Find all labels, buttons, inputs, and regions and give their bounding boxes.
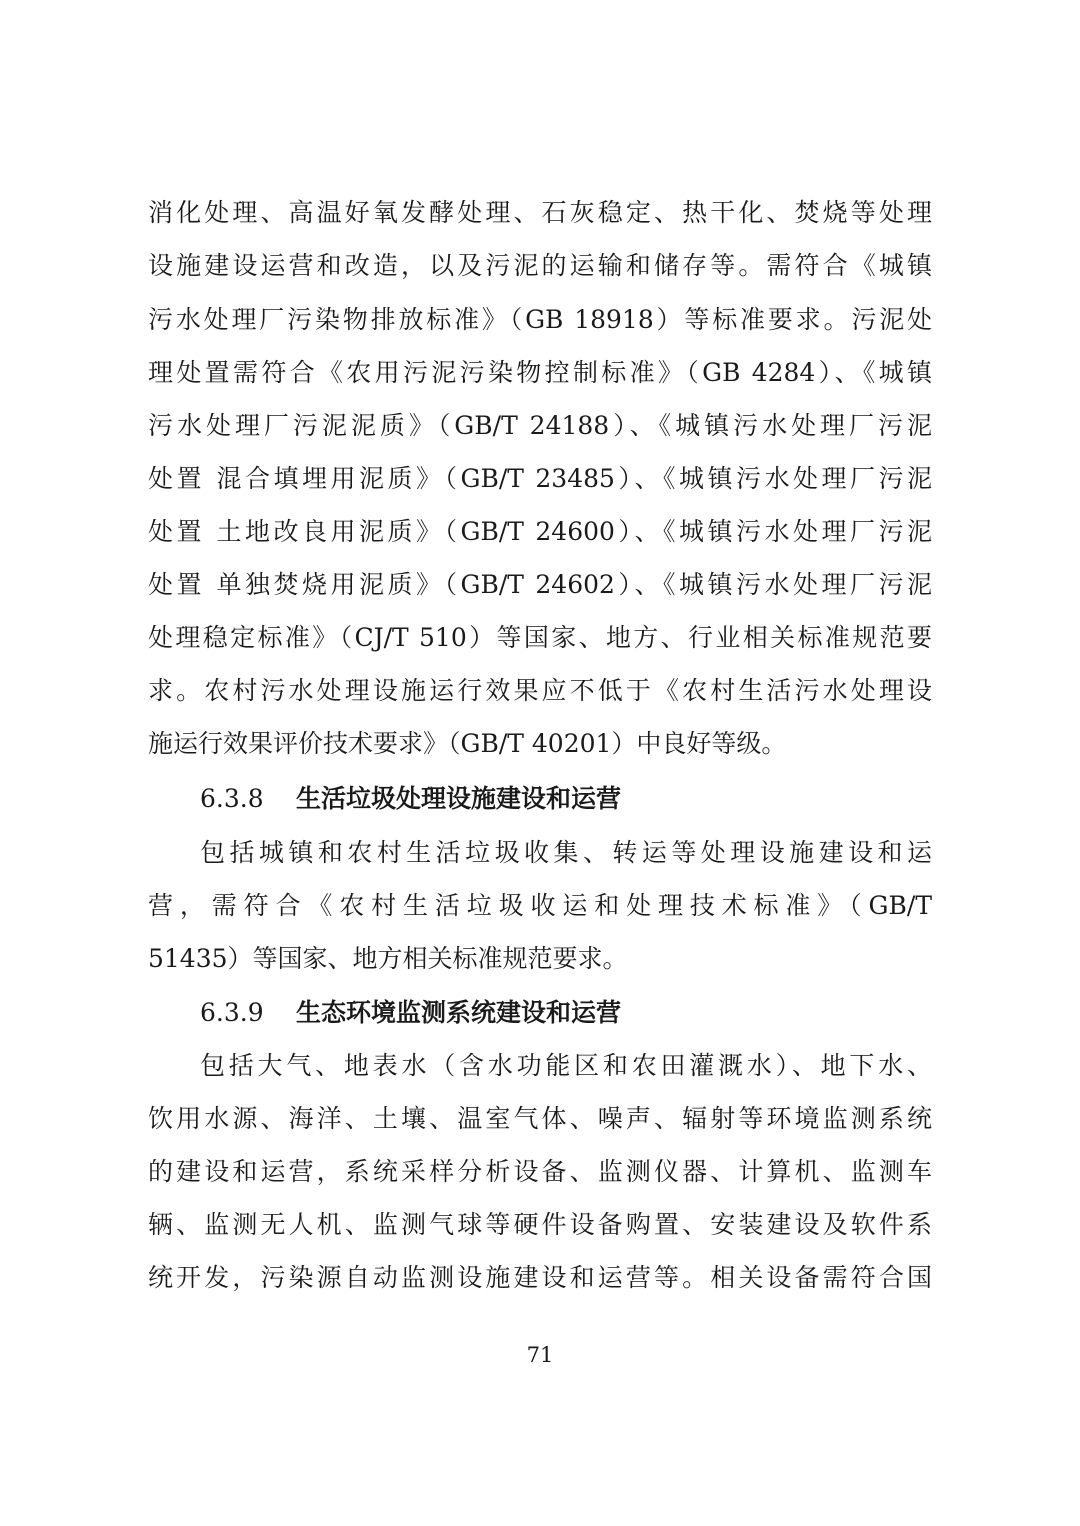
text-line: 设施建设运营和改造，以及污泥的运输和储存等。需符合《城镇 (148, 251, 932, 280)
text-line: 51435）等国家、地方相关标准规范要求。 (148, 944, 628, 973)
section-heading-6-3-8 (200, 779, 621, 819)
page-number: 71 (526, 1343, 554, 1367)
text-line: 的建设和运营，系统采样分析设备、监测仪器、计算机、监测车 (148, 1157, 932, 1186)
text-line: 统开发，污染源自动监测设施建设和运营等。相关设备需符合国 (148, 1263, 932, 1292)
section-title: 生态环境监测系统建设和运营 (296, 998, 622, 1027)
section-number: 6.3.8 (200, 784, 264, 813)
section-heading-6-3-9 (200, 993, 621, 1033)
text-line: 包括大气、地表水（含水功能区和农田灌溉水）、地下水、 (200, 1051, 932, 1080)
text-line: 辆、监测无人机、监测气球等硬件设备购置、安装建设及软件系 (148, 1210, 932, 1239)
text-line: 处理稳定标准》（CJ/T 510）等国家、地方、行业相关标准规范要 (148, 623, 932, 652)
section-number: 6.3.9 (200, 998, 264, 1027)
text-line: 污水处理厂污泥泥质》（GB/T 24188）、《城镇污水处理厂污泥 (148, 411, 932, 440)
text-line: 处置 混合填埋用泥质》（GB/T 23485）、《城镇污水处理厂污泥 (148, 464, 932, 493)
text-line: 消化处理、高温好氧发酵处理、石灰稳定、热干化、焚烧等处理 (148, 198, 932, 227)
text-line: 污水处理厂污染物排放标准》（GB 18918）等标准要求。污泥处 (148, 305, 932, 334)
text-line: 理处置需符合《农用污泥污染物控制标准》（GB 4284）、《城镇 (148, 358, 932, 387)
text-line: 处置 土地改良用泥质》（GB/T 24600）、《城镇污水处理厂污泥 (148, 517, 932, 546)
text-line: 饮用水源、海洋、土壤、温室气体、噪声、辐射等环境监测系统 (148, 1104, 932, 1133)
section-title: 生活垃圾处理设施建设和运营 (296, 784, 622, 813)
text-line: 施运行效果评价技术要求》（GB/T 40201）中良好等级。 (148, 729, 787, 758)
text-line: 包括城镇和农村生活垃圾收集、转运等处理设施建设和运 (200, 838, 932, 867)
text-line: 求。农村污水处理设施运行效果应不低于《农村生活污水处理设 (148, 676, 932, 705)
text-line: 营，需符合《农村生活垃圾收运和处理技术标准》（GB/T (148, 891, 932, 920)
text-line: 处置 单独焚烧用泥质》（GB/T 24602）、《城镇污水处理厂污泥 (148, 570, 932, 599)
